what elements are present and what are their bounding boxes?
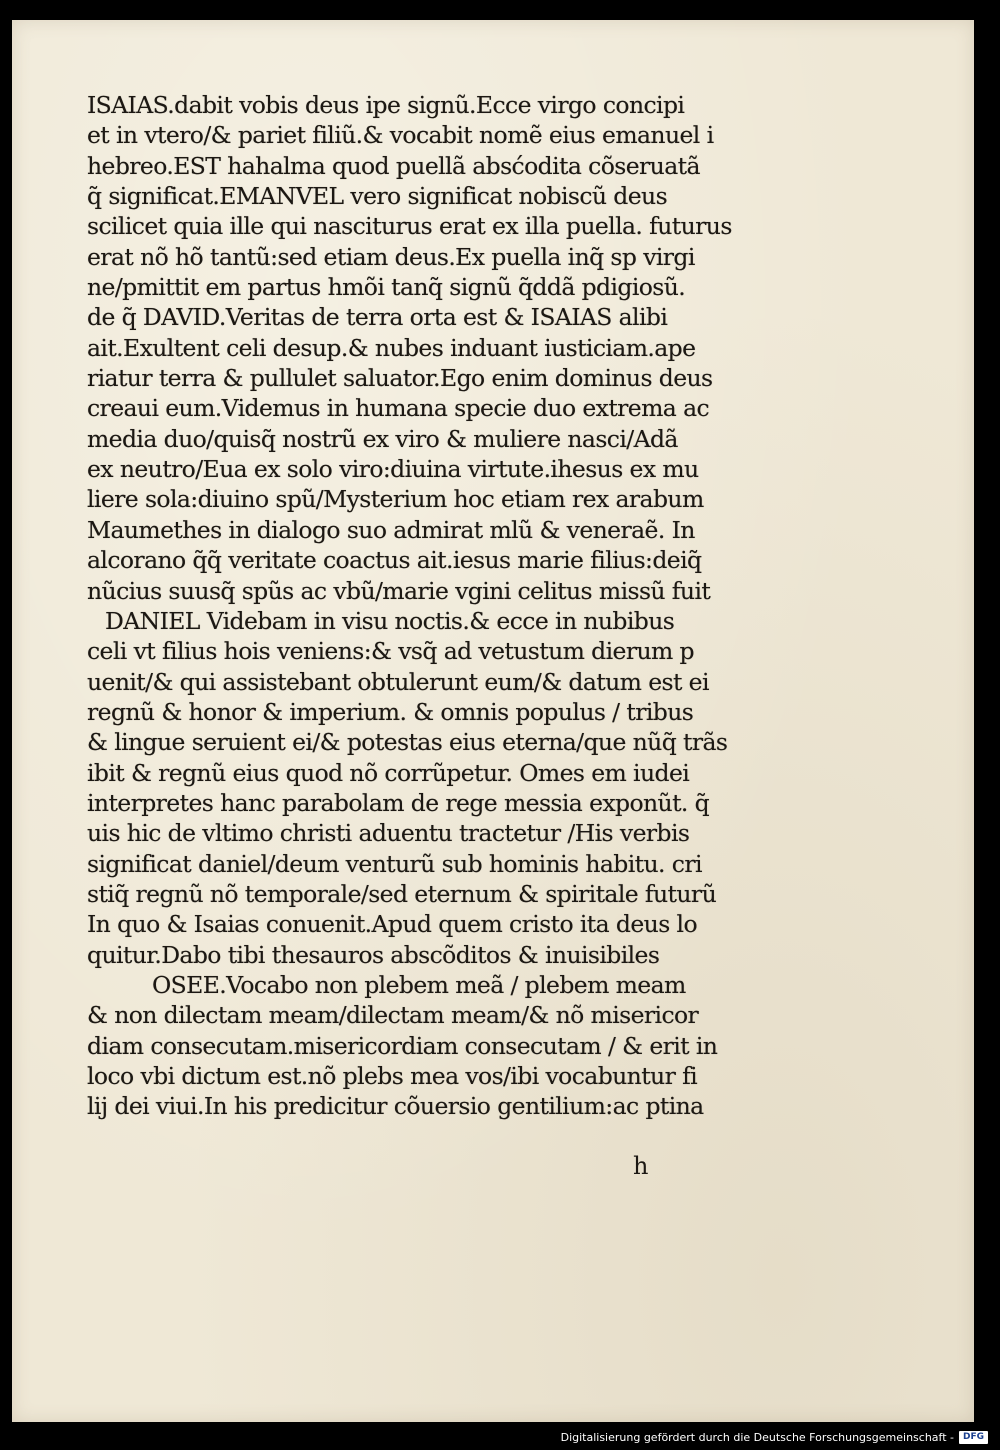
text-line: ait.Exultent celi desup.& nubes induant iusticiam.ape [87, 333, 696, 362]
text-line-osee: OSEE.Vocabo non plebem meã / plebem meam [152, 970, 686, 999]
text-line: significat daniel/deum venturũ sub hominis habitu. cri [87, 849, 702, 878]
text-line: creaui eum.Videmus in humana specie duo extrema ac [87, 394, 710, 423]
text-line: liere sola:diuino spũ/Mysterium hoc etiam rex arabum [87, 485, 704, 514]
text-line: nũcius suusq̃ spũs ac vbũ/marie vgini celitus missũ fuit [87, 576, 711, 605]
text-line: loco vbi dictum est.nõ plebs mea vos/ibi vocabuntur fi [87, 1062, 698, 1090]
text-line: & lingue seruient ei/& potestas eius eterna/que nũq̃ trãs [87, 728, 728, 757]
text-line: lij dei viui.In his predicitur cõuersio gentilium:ac ptina [87, 1092, 704, 1121]
text-line: et in vtero/& pariet filiũ.& vocabit nomẽ eius emanuel i [87, 121, 714, 150]
text-line: media duo/quisq̃ nostrũ ex viro & muliere nasci/Adã [87, 424, 678, 453]
book-page [12, 20, 974, 1422]
text-line: stiq̃ regnũ nõ temporale/sed eternum & spiritale futurũ [87, 879, 717, 908]
signature-mark: h [633, 1152, 649, 1180]
text-line: diam consecutam.misericordiam consecutam / & erit in [87, 1031, 718, 1060]
text-line: ex neutro/Eua ex solo viro:diuina virtute.ihesus ex mu [87, 455, 699, 484]
text-line: de q̃ DAVID.Veritas de terra orta est & ISAIAS alibi [87, 303, 668, 332]
text-line: hebreo.EST hahalma quod puellã absćodita cõseruatã [87, 151, 700, 180]
text-line: ne/pmittit em partus hmõi tanq̃ signũ q̃ddã pdigiosũ. [87, 273, 686, 302]
text-line: scilicet quia ille qui nasciturus erat ex illa puella. futurus [87, 212, 732, 241]
text-line: alcorano q̃q̃ veritate coactus ait.iesus marie filius:deiq̃ [87, 546, 702, 575]
text-line: erat nõ hõ tantũ:sed etiam deus.Ex puella inq̃ sp virgi [87, 242, 695, 271]
text-line: q̃ significat.EMANVEL vero significat nobiscũ deus [87, 182, 668, 211]
text-line-daniel: DANIEL Videbam in visu noctis.& ecce in nubibus [105, 606, 675, 635]
text-line: ISAIAS.dabit vobis deus ipe signũ.Ecce virgo concipi [87, 91, 685, 119]
digitization-credit [561, 1428, 988, 1446]
text-line: & non dilectam meam/dilectam meam/& nõ misericor [87, 1001, 699, 1030]
text-line: riatur terra & pullulet saluator.Ego enim dominus deus [87, 364, 713, 393]
dfg-logo: DFG [959, 1431, 988, 1444]
credit-text: Digitalisierung gefördert durch die Deutsche Forschungsgemeinschaft - [560, 1430, 954, 1444]
text-line: regnũ & honor & imperium. & omnis populus / tribus [87, 697, 694, 726]
text-line: In quo & Isaias conuenit.Apud quem cristo ita deus lo [87, 910, 697, 939]
text-line: Maumethes in dialogo suo admirat mlũ & veneraẽ. In [87, 515, 695, 544]
text-line: interpretes hanc parabolam de rege messia exponũt. q̃ [87, 788, 710, 817]
text-line: uis hic de vltimo christi aduentu tractetur /His verbis [87, 819, 690, 848]
text-line: uenit/& qui assistebant obtulerunt eum/& datum est ei [87, 667, 709, 696]
text-line: quitur.Dabo tibi thesauros abscõditos & inuisibiles [87, 940, 660, 969]
text-line: ibit & regnũ eius quod nõ corrũpetur. Omes em iudei [87, 758, 690, 787]
text-line: celi vt filius hois veniens:& vsq̃ ad vetustum dierum p [87, 637, 695, 666]
text-block [87, 90, 787, 1122]
